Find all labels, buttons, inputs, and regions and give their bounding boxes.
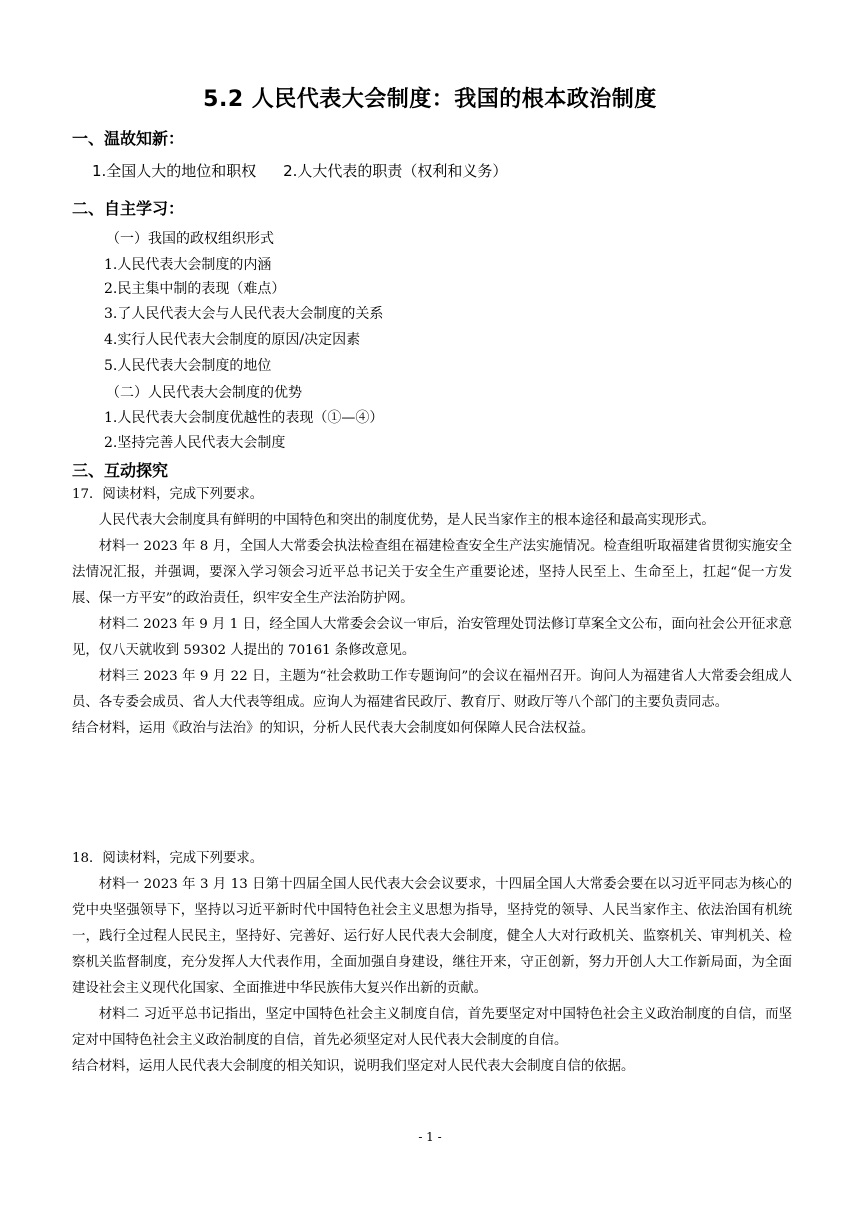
section-self-study-heading: 二、自主学习：: [72, 199, 185, 218]
study-item: 5.人民代表大会制度的地位: [104, 358, 272, 374]
question-17: [72, 482, 792, 742]
review-item: 2.人大代表的职责（权利和义务）: [283, 162, 508, 180]
study-item: 2.坚持完善人民代表大会制度: [104, 435, 286, 451]
material-2: 材料二 2023 年 9 月 1 日，经全国人大常委会会议一审后，治安管理处罚法修订草案全文公布，面向社会公开征求意见，仅八天就收到 59302 人提出的 70161 条修改意见。: [72, 617, 792, 658]
study-group-heading: （一）我国的政权组织形式: [106, 231, 274, 247]
page-title: 5.2 人民代表大会制度：我国的根本政治制度: [203, 87, 657, 112]
study-group-heading: （二）人民代表大会制度的优势: [106, 385, 302, 401]
study-item: 4.实行人民代表大会制度的原因/决定因素: [104, 332, 361, 348]
section-review-heading: 一、温故知新：: [72, 129, 185, 148]
material-2: 材料二 习近平总书记指出，坚定中国特色社会主义制度自信，首先要坚定对中国特色社会主义政治制度的自信，而坚定对中国特色社会主义政治制度的自信，首先必须坚定对人民代表大会制度的自信。: [72, 1007, 792, 1048]
study-item: 1.人民代表大会制度优越性的表现（①—④）: [104, 410, 384, 426]
question-prompt: 17．阅读材料，完成下列要求。: [72, 487, 264, 502]
section-interactive-heading: 三、互动探究: [72, 461, 169, 480]
study-item: 1.人民代表大会制度的内涵: [104, 257, 272, 273]
material-1: 材料一 2023 年 3 月 13 日第十四届全国人民代表大会会议要求，十四届全国人大常委会要在以习近平同志为核心的党中央坚强领导下，坚持以习近平新时代中国特色社会主义思想为指导，坚持党的领导、人民当家作主、依法治国有机统一，践行全过程人民民主，坚持好、完善好、运行好人民代表大会制度，健全人大对行政机关、监察机关、审判机关、检察机关监督制度，充分发挥人大代表作用，全面加强自身建设，继往开来，守正创新，努力开创人大工作新局面，为全面建设社会主义现代化国家、全面推进中华民族伟大复兴作出新的贡献。: [72, 877, 792, 996]
question-prompt: 18．阅读材料，完成下列要求。: [72, 851, 264, 866]
review-items: [92, 160, 529, 181]
question-text: 结合材料，运用人民代表大会制度的相关知识，说明我们坚定对人民代表大会制度自信的依据。: [72, 1059, 635, 1074]
material-3: 材料三 2023 年 9 月 22 日，主题为“社会救助工作专题询问”的会议在福州召开。询问人为福建省人大常委会组成人员、各专委会成员、省人大代表等组成。应询人为福建省民政厅、教育厅、财政厅等八个部门的主要负责同志。: [72, 669, 792, 710]
study-item: 2.民主集中制的表现（难点）: [104, 281, 286, 297]
material-intro: 人民代表大会制度具有鲜明的中国特色和突出的制度优势，是人民当家作主的根本途径和最高实现形式。: [98, 513, 715, 528]
question-18: [72, 846, 792, 1080]
material-1: 材料一 2023 年 8 月，全国人大常委会执法检查组在福建检查安全生产法实施情况。检查组听取福建省贯彻实施安全法情况汇报，并强调，要深入学习领会习近平总书记关于安全生产重要论述，坚持人民至上、生命至上，扛起“促一方发展、保一方平安”的政治责任，织牢安全生产法治防护网。: [72, 539, 792, 606]
page-number: - 1 -: [418, 1130, 442, 1144]
review-item: 1.全国人大的地位和职权: [92, 162, 257, 180]
question-text: 结合材料，运用《政治与法治》的知识，分析人民代表大会制度如何保障人民合法权益。: [72, 721, 595, 736]
study-item: 3.了人民代表大会与人民代表大会制度的关系: [104, 306, 384, 322]
